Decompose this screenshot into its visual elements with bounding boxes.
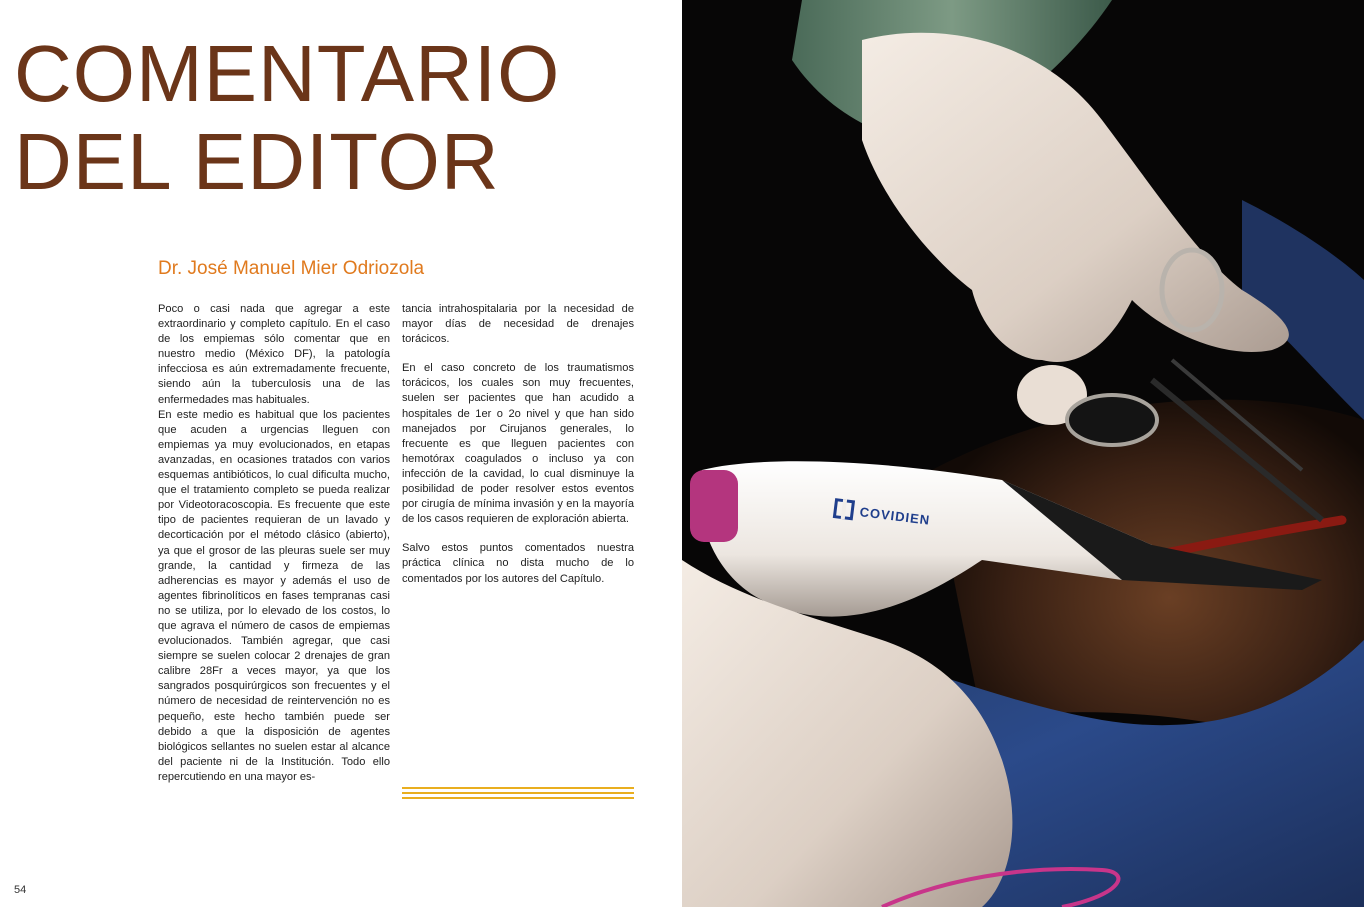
paragraph: Salvo estos puntos comentados nuestra práctica clínica no dista mucho de lo comentados por los autores del Capítulo. bbox=[402, 542, 634, 585]
surgery-photo bbox=[682, 0, 1364, 907]
device-dial bbox=[690, 470, 738, 542]
paragraph: En el caso concreto de los traumatismos torácicos, los cuales son muy frecuentes, suelen ser pacientes que han acudido a hospitales de 1er o 2o nivel y que han sido manejados por Cirujanos generales, lo frecuente es que lleguen pacientes con hemotórax coagulados o incluso ya con infección de la cavidad, lo cual disminuye la posibilidad de poder resolver estos eventos por cirugía de mínima invasión y en la mayoría de los casos requieren de exploración abierta. bbox=[402, 362, 634, 526]
paragraph: Poco o casi nada que agregar a este extraordinario y completo capítulo. En el caso de los empiemas sólo comentar que en nuestro medio (México DF), la patología infecciosa es aún extremadamente frecuente, siendo aún la tuberculosis una de las enfermedades mas habituales. bbox=[158, 303, 390, 406]
text-column-1 bbox=[158, 302, 390, 785]
text-column-2 bbox=[402, 302, 634, 587]
surgery-illustration bbox=[682, 0, 1364, 907]
decorative-rules bbox=[402, 787, 634, 799]
page-title bbox=[14, 30, 560, 206]
device-brand-text: COVIDIEN bbox=[858, 503, 932, 528]
paragraph: tancia intrahospitalaria por la necesidad de mayor días de necesidad de drenajes torácicos. bbox=[402, 303, 634, 346]
paragraph: En este medio es habitual que los pacientes que acuden a urgencias lleguen con empiemas ya muy evolucionados, en etapas avanzadas, en ocasiones tratados con varios esquemas antibióticos, lo cual dificulta mucho, que el tratamiento completo se pueda realizar por Videotoracoscopia. Es frecuente que este tipo de pacientes requieran de un lavado y decorticación por el método clásico (abierto), ya que el grosor de las pleuras suele ser muy grande, la cantidad y firmeza de las adherencias es mayor y además el uso de agentes fibrinolíticos en fases tempranas casi no se utiliza, por lo elevado de los costos, lo que agrava el número de casos de empiemas evolucionados. También agregar, que casi siempre se suelen colocar 2 drenajes de gran calibre 28Fr a veces mayor, ya que los sangrados posquirúrgicos son frecuentes y el número de necesidad de reintervención no es pequeño, este hecho también puede ser debido a que la disposición de agentes biológicos sellantes no suelen estar al alcance del paciente ni de la Institución. Todo ello repercutiendo en una mayor es- bbox=[158, 408, 390, 783]
title-line-1: COMENTARIO bbox=[14, 29, 561, 118]
rule-line bbox=[402, 787, 634, 789]
rule-line bbox=[402, 797, 634, 799]
rule-line bbox=[402, 792, 634, 794]
instrument-ring bbox=[1067, 395, 1157, 445]
author-name: Dr. José Manuel Mier Odriozola bbox=[158, 258, 425, 279]
title-line-2: DEL EDITOR bbox=[14, 117, 500, 206]
page-number: 54 bbox=[14, 884, 27, 896]
covidien-logo-icon bbox=[833, 498, 855, 520]
